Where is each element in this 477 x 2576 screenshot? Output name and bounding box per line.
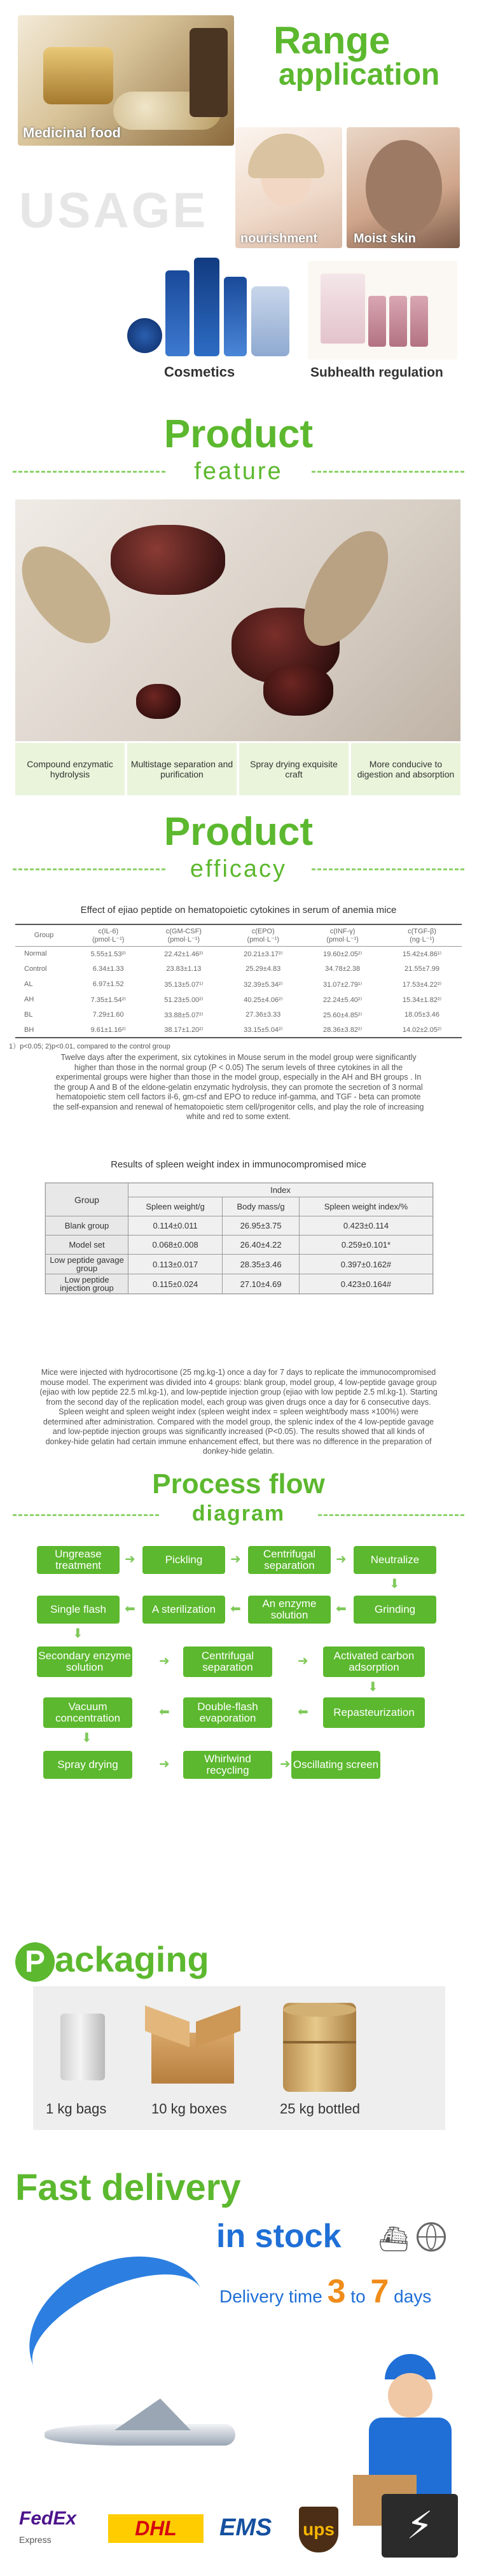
feature-cell-3: Spray drying exquisite craft bbox=[239, 743, 349, 795]
process-divider-right bbox=[318, 1514, 464, 1516]
packaging-label-bags: 1 kg bags bbox=[46, 2101, 107, 2117]
feature-cell-1: Compound enzymatic hydrolysis bbox=[15, 743, 125, 795]
table-cell: 15.42±4.86¹⁾ bbox=[402, 950, 442, 958]
subhealth-label: Subhealth regulation bbox=[310, 365, 443, 380]
step-ungrease: Ungrease treatment bbox=[37, 1546, 120, 1574]
t1-header-tgf: c(TGF-β) (ng·L⁻¹) bbox=[408, 927, 436, 943]
arrow-left-icon: ⬅ bbox=[125, 1602, 135, 1616]
nourishment-image bbox=[235, 127, 342, 248]
table-cell: 51.23±5.00²⁾ bbox=[164, 996, 204, 1004]
table-cell: 28.35±3.46 bbox=[223, 1255, 300, 1274]
fedex-logo-main: FedEx bbox=[19, 2508, 77, 2529]
feature-subtitle: feature bbox=[194, 458, 283, 485]
row-group-label: Model set bbox=[46, 1236, 128, 1255]
step-grinding: Grinding bbox=[354, 1596, 436, 1624]
fedex-logo bbox=[19, 2510, 76, 2549]
spleen-table-grid bbox=[45, 1183, 433, 1294]
step-spray-drying: Spray drying bbox=[43, 1751, 132, 1779]
arrow-left-icon: ⬅ bbox=[230, 1602, 241, 1616]
arrow-right-icon: ➜ bbox=[280, 1757, 291, 1771]
lightning-box-icon: ⚡ bbox=[382, 2494, 458, 2558]
t2-header-spleen-index: Spleen weight index/% bbox=[299, 1197, 432, 1216]
nourishment-label: nourishment bbox=[240, 232, 318, 246]
delivery-time-prefix: Delivery time bbox=[219, 2287, 322, 2306]
table-cell: 25.60±4.85²⁾ bbox=[322, 1011, 363, 1019]
feature-divider-right bbox=[312, 471, 464, 473]
step-centrifugal-1: Centrifugal separation bbox=[248, 1546, 331, 1574]
step-double-flash: Double-flash evaporation bbox=[183, 1697, 272, 1728]
globe-icon bbox=[417, 2222, 446, 2252]
step-secondary-enzyme: Secondary enzyme solution bbox=[37, 1647, 132, 1677]
table-cell: 0.114±0.011 bbox=[128, 1216, 223, 1236]
t2-header-spleen-weight: Spleen weight/g bbox=[128, 1197, 223, 1216]
delivery-time-to-word: to bbox=[350, 2287, 366, 2306]
arrow-down-icon: ⬇ bbox=[389, 1577, 400, 1591]
table-cell: 34.78±2.38 bbox=[325, 965, 361, 973]
moist-skin-label: Moist skin bbox=[354, 232, 416, 246]
t1-header-group: Group bbox=[34, 931, 54, 940]
step-oscillating-screen: Oscillating screen bbox=[291, 1751, 380, 1779]
step-repasteurization: Repasteurization bbox=[323, 1697, 425, 1728]
ems-logo: EMS bbox=[219, 2514, 272, 2541]
efficacy-title: Product bbox=[163, 810, 314, 854]
row-group-label: BL bbox=[24, 1011, 33, 1019]
ups-logo: ups bbox=[299, 2507, 338, 2552]
step-pickling: Pickling bbox=[142, 1546, 225, 1574]
table-cell: 18.05±3.46 bbox=[404, 1011, 440, 1019]
table-cell: 9.61±1.16²⁾ bbox=[90, 1026, 126, 1034]
subhealth-image bbox=[308, 261, 457, 359]
t1-header-inf: c(INF-γ) (pmol·L⁻¹) bbox=[326, 927, 359, 943]
t1-header-il6: c(IL-6) (pmol·L⁻¹) bbox=[92, 927, 125, 943]
table-cell: 31.07±2.79¹⁾ bbox=[322, 980, 363, 989]
row-group-label: Control bbox=[24, 965, 47, 973]
efficacy-divider-right bbox=[312, 868, 464, 870]
row-group-label: Blank group bbox=[46, 1216, 128, 1236]
delivery-time-to: 7 bbox=[370, 2273, 389, 2310]
table-cell: 38.17±1.20²⁾ bbox=[164, 1026, 204, 1034]
delivery-time-unit: days bbox=[394, 2287, 432, 2306]
row-group-label: AH bbox=[24, 996, 34, 1003]
t1-header-epo: c(EPO) (pmol·L⁻¹) bbox=[247, 927, 279, 943]
table-cell: 0.423±0.164# bbox=[299, 1274, 432, 1294]
cytokine-table bbox=[15, 924, 462, 1038]
packaging-title-rest: ackaging bbox=[55, 1939, 209, 1979]
table-row bbox=[15, 992, 462, 1007]
in-stock-label: in stock bbox=[216, 2218, 342, 2255]
table-row bbox=[15, 977, 462, 992]
cytokine-table-grid bbox=[15, 924, 462, 1038]
cosmetics-image bbox=[127, 251, 299, 363]
t2-header-index: Index bbox=[128, 1183, 433, 1197]
table-cell: 0.397±0.162# bbox=[299, 1255, 432, 1274]
table1-footnote: 1）p<0.05; 2)p<0.01, compared to the control group bbox=[9, 1043, 170, 1050]
process-title: Process flow bbox=[152, 1468, 325, 1500]
packaging-label-bottled: 25 kg bottled bbox=[280, 2101, 360, 2117]
table-cell: 26.40±4.22 bbox=[223, 1236, 300, 1255]
packaging-label-boxes: 10 kg boxes bbox=[151, 2101, 227, 2117]
table-row bbox=[15, 1007, 462, 1022]
table-cell: 20.21±3.17²⁾ bbox=[244, 950, 283, 958]
usage-watermark: USAGE bbox=[19, 182, 209, 238]
table-cell: 15.34±1.82²⁾ bbox=[402, 996, 442, 1004]
row-group-label: BH bbox=[24, 1026, 34, 1034]
row-group-label: AL bbox=[24, 980, 33, 988]
table-cell: 17.53±4.22²⁾ bbox=[402, 980, 442, 989]
arrow-down-icon: ⬇ bbox=[73, 1627, 83, 1641]
airplane-icon bbox=[45, 2398, 254, 2462]
table-cell: 19.60±2.05²⁾ bbox=[322, 950, 363, 958]
dhl-logo: DHL bbox=[108, 2514, 204, 2543]
table-cell: 0.259±0.101* bbox=[299, 1236, 432, 1255]
table-row bbox=[15, 946, 462, 961]
table-cell: 6.34±1.33 bbox=[92, 965, 124, 973]
table-cell: 28.36±3.82²⁾ bbox=[322, 1026, 363, 1034]
step-sterilization: A sterilization bbox=[142, 1596, 225, 1624]
table-cell: 27.10±4.69 bbox=[223, 1274, 300, 1294]
drum-image bbox=[283, 2003, 356, 2092]
arrow-right-icon: ➜ bbox=[125, 1552, 135, 1566]
row-group-label: Low peptide injection group bbox=[46, 1274, 128, 1294]
table-row bbox=[46, 1236, 433, 1255]
table-cell: 27.36±3.33 bbox=[245, 1011, 281, 1019]
step-vacuum-concentration: Vacuum concentration bbox=[43, 1697, 132, 1728]
table-cell: 0.113±0.017 bbox=[128, 1255, 223, 1274]
arrow-right-icon: ➜ bbox=[159, 1757, 170, 1771]
step-whirlwind-recycling: Whirlwind recycling bbox=[183, 1751, 272, 1779]
table-cell: 33.88±5.07²⁾ bbox=[164, 1011, 204, 1019]
feature-cell-4: More conducive to digestion and absorption bbox=[351, 743, 460, 795]
arrow-left-icon: ⬅ bbox=[336, 1602, 347, 1616]
feature-cell-2: Multistage separation and purification bbox=[127, 743, 237, 795]
step-activated-carbon: Activated carbon adsorption bbox=[323, 1647, 425, 1677]
range-title-line2: application bbox=[279, 58, 440, 92]
delivery-title: Fast delivery bbox=[15, 2167, 241, 2208]
t1-header-gmcsf: c(GM-CSF) (pmol·L⁻¹) bbox=[165, 927, 202, 943]
table-row bbox=[15, 961, 462, 977]
table-cell: 14.02±2.05²⁾ bbox=[402, 1026, 442, 1034]
table-cell: 5.55±1.53²⁾ bbox=[90, 950, 126, 958]
table-cell: 6.97±1.52 bbox=[92, 980, 124, 988]
efficacy-subtitle: efficacy bbox=[190, 856, 287, 882]
step-single-flash: Single flash bbox=[37, 1596, 120, 1624]
arrow-right-icon: ➜ bbox=[230, 1552, 241, 1566]
table-cell: 7.29±1.60 bbox=[92, 1011, 124, 1019]
efficacy-paragraph-2: Mice were injected with hydrocortisone (25 mg.kg-1) once a day for 7 days to replicate the immunocompromised mouse model. The experiment was divided into 4 groups: blank group, model group, 4 low-peptide gavage group (ejiao with low peptide 22.5 ml.kg-1), and low-peptide injection group (ejiao with low peptide 2.5 ml.kg-1). Starting from the second day of the replication model, each group was given drugs once a day for 6 consecutive days. Spleen weight and spleen weight index (spleen weight index = spleen weight/body mass ×100%) were determined after administration. Compared with the model group, the splenic index of the 4 low-peptide gavage and low-peptide injection groups was significantly increased (P<0.05). The results showed that all kinds of donkey-hide gelatin had certain immune enhancement effect, but there was no difference in the preparation of donkey-hide gelatin. bbox=[39, 1368, 438, 1456]
table-cell: 40.25±4.06²⁾ bbox=[244, 996, 283, 1004]
feature-title: Product bbox=[163, 412, 314, 456]
packaging-title bbox=[15, 1937, 209, 1982]
t2-header-group: Group bbox=[46, 1183, 128, 1216]
table-cell: 22.42±1.46²⁾ bbox=[164, 950, 204, 958]
arrow-right-icon: ➜ bbox=[159, 1654, 170, 1668]
range-title-line1: Range bbox=[273, 19, 391, 62]
table-cell: 33.15±5.04²⁾ bbox=[244, 1026, 283, 1034]
delivery-time bbox=[219, 2273, 431, 2311]
efficacy-paragraph-1: Twelve days after the experiment, six cytokines in Mouse serum in the model group were significantly higher than those in the normal group (P < 0.05) The serum levels of three cytokines in all the experimental groups were higher than those in the model group, especially in the AH and BH groups . In the group A and B of the eldone-gelatin enzymatic hydrolysis, they can promote the secretion of 3 normal hematopoietic stem cell factors il-6, gm-csf and EPO to reduce inf-gamma, and TGF - beta can promote the self-expansion and renewal of hematopoietic stem cell/progenitor cells, and play the role of increasing white and red to some extent. bbox=[53, 1053, 424, 1121]
spleen-table bbox=[45, 1182, 434, 1295]
arrow-down-icon: ⬇ bbox=[81, 1731, 92, 1745]
arrow-down-icon: ⬇ bbox=[368, 1680, 378, 1694]
bag-image bbox=[60, 2014, 105, 2080]
table-row bbox=[46, 1216, 433, 1236]
moist-skin-image bbox=[347, 127, 460, 248]
table2-caption: Results of spleen weight index in immunocompromised mice bbox=[111, 1159, 366, 1170]
arrow-left-icon: ⬅ bbox=[298, 1705, 308, 1719]
box-image bbox=[145, 2014, 240, 2084]
table-cell: 0.068±0.008 bbox=[128, 1236, 223, 1255]
arrow-left-icon: ⬅ bbox=[159, 1705, 170, 1719]
t2-header-body-mass: Body mass/g bbox=[223, 1197, 300, 1216]
table1-caption: Effect of ejiao peptide on hematopoietic cytokines in serum of anemia mice bbox=[80, 905, 397, 916]
step-neutralize: Neutralize bbox=[354, 1546, 436, 1574]
table-row bbox=[15, 1022, 462, 1038]
table-row bbox=[46, 1274, 433, 1294]
ship-icon: ⛴ bbox=[378, 2226, 410, 2253]
process-subtitle: diagram bbox=[191, 1501, 286, 1526]
arrow-right-icon: ➜ bbox=[298, 1654, 308, 1668]
table-row bbox=[46, 1255, 433, 1274]
table-cell: 32.39±5.34²⁾ bbox=[244, 980, 283, 989]
arrow-right-icon: ➜ bbox=[336, 1552, 347, 1566]
table-cell: 7.35±1.54²⁾ bbox=[90, 996, 126, 1004]
medicinal-food-label: Medicinal food bbox=[23, 125, 121, 141]
table-cell: 0.115±0.024 bbox=[128, 1274, 223, 1294]
row-group-label: Low peptide gavage group bbox=[46, 1255, 128, 1274]
cosmetics-label: Cosmetics bbox=[164, 364, 235, 380]
table-cell: 22.24±5.40²⁾ bbox=[322, 996, 363, 1004]
fedex-logo-sub: Express bbox=[19, 2535, 52, 2545]
table-cell: 23.83±1.13 bbox=[166, 965, 202, 973]
table-cell: 25.29±4.83 bbox=[245, 965, 281, 973]
table-cell: 35.13±5.07¹⁾ bbox=[164, 980, 204, 989]
step-centrifugal-2: Centrifugal separation bbox=[183, 1647, 272, 1677]
step-enzyme-solution: An enzyme solution bbox=[248, 1596, 331, 1624]
table-cell: 21.55±7.99 bbox=[404, 965, 440, 973]
table-cell: 0.423±0.114 bbox=[299, 1216, 432, 1236]
packaging-title-p: P bbox=[15, 1942, 55, 1982]
feature-dates-image bbox=[15, 499, 460, 741]
delivery-time-from: 3 bbox=[327, 2273, 346, 2310]
table-cell: 26.95±3.75 bbox=[223, 1216, 300, 1236]
row-group-label: Normal bbox=[24, 950, 47, 958]
